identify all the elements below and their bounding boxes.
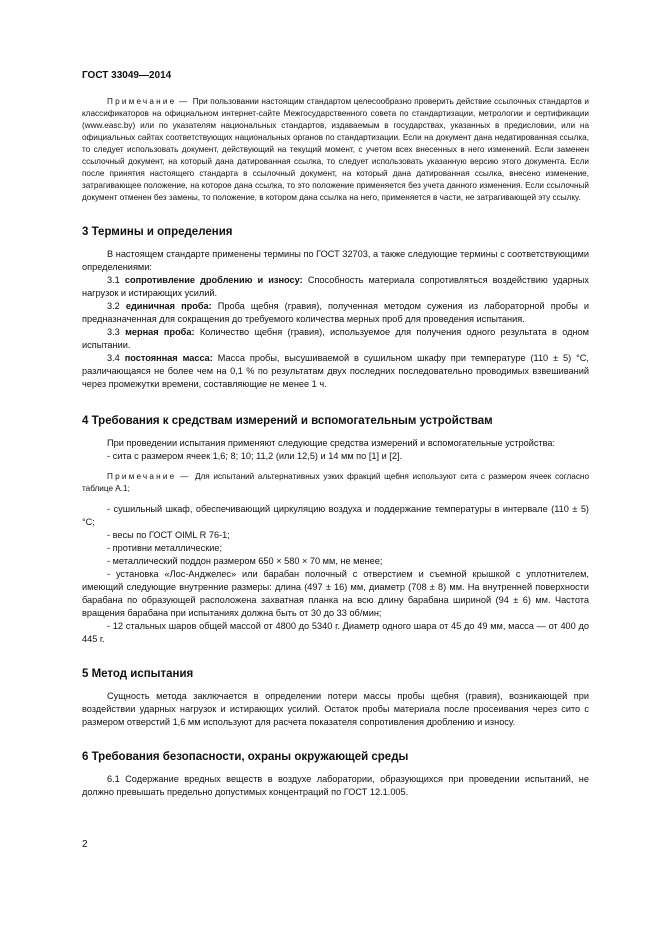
section-method — [82, 668, 589, 729]
reference-note — [82, 96, 589, 204]
term-definition: Масса пробы, высушиваемой в сушильном шкафу при температуре (110 ± 5) °С, различающаяся не более чем на 0,1 % по результатам двух последних последовательно проводимых взвешиваний через промежутки времени, составляющие не менее 1 ч. — [82, 353, 589, 389]
term-3-1 — [82, 274, 589, 300]
section-3-intro: В настоящем стандарте применены термины по ГОСТ 32703, а также следующие термины с соответствующими определениями: — [82, 249, 589, 272]
term-3-2 — [82, 300, 589, 326]
equipment-item-balls: - 12 стальных шаров общей массой от 4800 до 5340 г. Диаметр одного шара от 45 до 49 мм, масса — от 400 до 445 г. — [82, 621, 589, 644]
term-name: постоянная масса: — [124, 353, 213, 363]
section-6-title: 6 Требования безопасности, охраны окружающей среды — [82, 751, 409, 763]
equipment-item-scales: - весы по ГОСТ OIML R 76-1; — [107, 530, 230, 540]
section-equipment — [82, 415, 589, 646]
section-4-intro: При проведении испытания применяют следующие средства измерений и вспомогательные устройства: — [107, 438, 556, 448]
term-definition: Проба щебня (гравия), полученная методом сужения из лабораторной пробы и предназначенная для сокращения до требуемого количества мерных проб для проведения испытания. — [82, 301, 590, 324]
term-number: 3.3 — [107, 327, 120, 337]
page-number: 2 — [82, 839, 88, 850]
section-3-title: 3 Термины и определения — [82, 226, 233, 238]
document-body — [82, 96, 589, 799]
equipment-item-oven: - сушильный шкаф, обеспечивающий циркуляцию воздуха и поддержание температуры в интервале (110 ± 5) °С; — [82, 504, 589, 527]
term-name: единичная проба: — [125, 301, 212, 311]
section-safety — [82, 751, 589, 799]
note-text: Для испытаний альтернативных узких фракций щебня используют сита с размером ячеек согласно таблице А.1; — [82, 472, 589, 493]
section-terms — [82, 226, 589, 391]
term-definition: Способность материала сопротивляться воздействию ударных нагрузок и истирающих усилий. — [82, 275, 589, 298]
term-number: 3.1 — [107, 275, 120, 285]
note-label: Примечание — [107, 97, 177, 106]
document-header: ГОСТ 33049—2014 — [82, 70, 172, 81]
note-text: При пользовании настоящим стандартом целесообразно проверить действие ссылочных стандартов и классификаторов на официальном интернет-сайте Межгосударственного совета по стандартизации, метрологии и сертификации (www.easc.by) или по указателям национальных стандартов, издаваемым в государствах, указанных в предисловии, или на официальных сайтах соответствующих национальных органов по стандартизации. Если на документ дана недатированная ссылка, то следует использовать документ, действующий на текущий момент, с учетом всех внесенных в него изменений. Если заменен ссылочный документ, на который дана датированная ссылка, то следует использовать указанную версию этого документа. Если после принятия настоящего стандарта в ссылочный документ, на который дана датированная ссылка, внесено изменение, затрагивающее положение, на которое дана ссылка, то это положение применяется без учета данного изменения. Если ссылочный документ отменен без замены, то положение, в котором дана ссылка на него, применяется в части, не затрагивающей эту ссылку. — [82, 97, 590, 202]
term-3-4 — [82, 352, 589, 391]
term-name: сопротивление дроблению и износу: — [124, 275, 303, 285]
note-dash: — — [180, 472, 189, 481]
section-5-title: 5 Метод испытания — [82, 668, 194, 680]
section-5-text: Сущность метода заключается в определении потери массы пробы щебня (гравия), возникающей при воздействии ударных нагрузок и истирающих усилий. Остаток пробы материала после просеивания через сито с размером отверстий 1,6 мм используют для расчета показателя сопротивления дроблению и износу. — [82, 691, 589, 727]
note-dash: — — [178, 97, 188, 106]
equipment-item-sieves: - сита с размером ячеек 1,6; 8; 10; 11,2 (или 12,5) и 14 мм по [1] и [2]. — [107, 451, 403, 461]
equipment-item-drum: - установка «Лос-Анджелес» или барабан полочный с отверстием и съемной крышкой с уплотнителем, имеющий следующие внутренние размеры: длина (497 ± 16) мм, диаметр (708 ± 8) мм. На внутренней поверхности барабана по образующей расположена захватная планка на всю длину барабана шириной (94 ± 6) мм. Частота вращения барабана при испытаниях должна быть от 30 до 33 об/мин; — [82, 569, 589, 618]
sieves-note — [82, 471, 589, 495]
section-4-title: 4 Требования к средствам измерений и вспомогательным устройствам — [82, 415, 493, 427]
term-name: мерная проба: — [125, 327, 195, 337]
term-number: 3.2 — [107, 301, 120, 311]
term-definition: Количество щебня (гравия), используемое для получения одного результата в одном испытании. — [82, 327, 589, 350]
note-label: Примечание — [107, 472, 177, 481]
term-3-3 — [82, 326, 589, 352]
term-number: 3.4 — [107, 353, 120, 363]
section-6-text: 6.1 Содержание вредных веществ в воздухе лаборатории, образующихся при проведении испытаний, не должно превышать предельно допустимых концентраций по ГОСТ 12.1.005. — [82, 774, 589, 797]
equipment-item-pan: - металлический поддон размером 650 × 580 × 70 мм, не менее; — [107, 556, 383, 566]
equipment-item-trays: - противни металлические; — [107, 543, 223, 553]
